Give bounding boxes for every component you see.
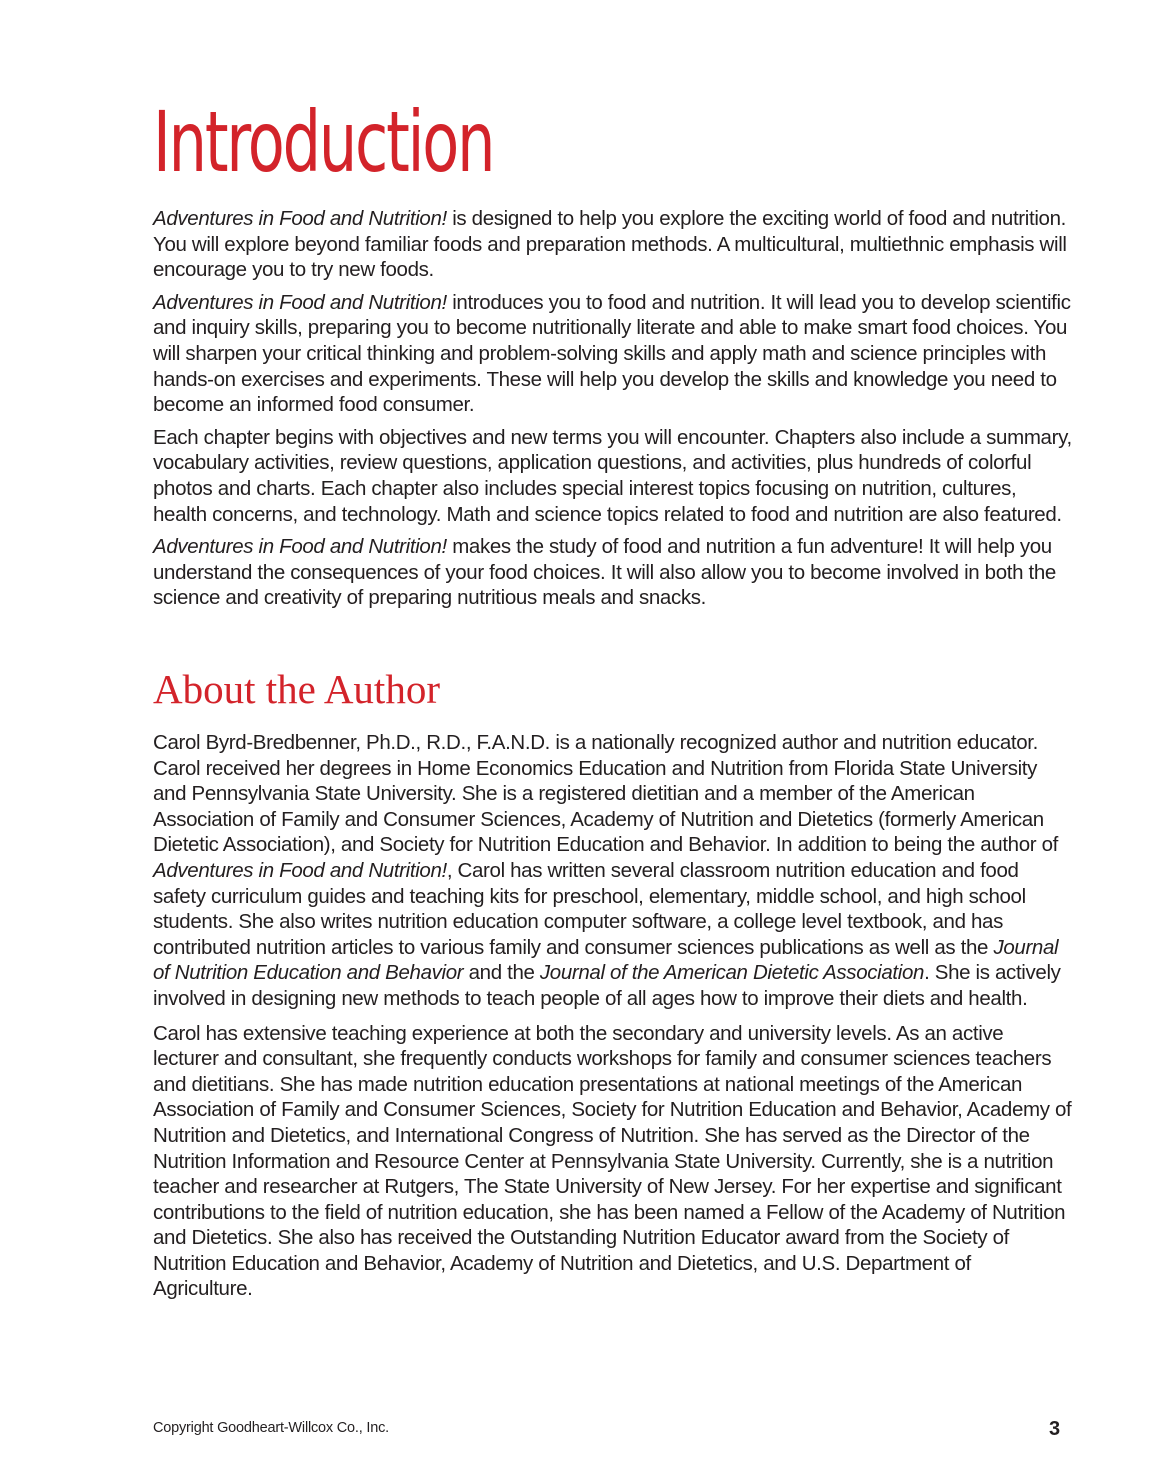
- paragraph-text: introduces you to food and nutrition. It will lead you to develop scientific and inquiry skills, preparing you to become nutritionally literate and able to make smart food choices. You will sharpen your critical thinking and problem-solving skills and apply math and science principles with hands-on exercises and experiments. These will help you develop the skills and knowledge you need to become an informed food consumer.: [153, 290, 1071, 417]
- paragraph-text: Carol Byrd-Bredbenner, Ph.D., R.D., F.A.N.D. is a nationally recognized author and nutrition educator. Carol received her degrees in Home Economics Education and Nutrition from Florida State University and Pennsylvania State University. She is a registered dietitian and a member of the American Association of Family and Consumer Sciences, Academy of Nutrition and Dietetics (formerly American Dietetic Association), and Society for Nutrition Education and Behavior. In addition to being the author of: [153, 731, 1058, 857]
- journal-title-italic: Journal of Nutrition Education and Behavior: [153, 935, 1059, 985]
- paragraph-text: , Carol has written several classroom nutrition education and food safety curriculum guides and teaching kits for preschool, elementary, middle school, and high school students. She also writes nutrition education computer software, a college level textbook, and has contributed nutrition articles to various family and consumer sciences publications as well as the: [153, 858, 1026, 959]
- book-title-italic: Adventures in Food and Nutrition!: [153, 858, 447, 882]
- paragraph-text: makes the study of food and nutrition a fun adventure! It will help you understand the consequences of your food choices. It will also allow you to become involved in both the science and creativity of preparing nutritious meals and snacks.: [153, 535, 1056, 610]
- introduction-section: [153, 206, 1073, 618]
- book-title-italic: Adventures in Food and Nutrition!: [153, 535, 447, 559]
- paragraph-text: . She is actively involved in designing new methods to teach people of all ages how to improve their diets and health.: [153, 961, 1061, 1010]
- book-title-italic: Adventures in Food and Nutrition!: [153, 207, 447, 230]
- book-title-italic: Adventures in Food and Nutrition!: [153, 290, 447, 314]
- journal-title-italic: Journal of the American Dietetic Association: [539, 961, 925, 985]
- intro-paragraph-4: [153, 534, 1073, 611]
- paragraph-text: and the: [463, 961, 540, 985]
- about-author-section: [153, 730, 1073, 1311]
- about-author-heading: About the Author: [153, 666, 440, 712]
- paragraph-text: Each chapter begins with objectives and new terms you will encounter. Chapters also include a summary, vocabulary activities, review questions, application questions, and activities, plus hundreds of colorful photos and charts. Each chapter also includes special interest topics focusing on nutrition, cultures, health concerns, and technology. Math and science topics related to food and nutrition are also featured.: [153, 425, 1072, 526]
- intro-paragraph-2: [153, 290, 1073, 418]
- intro-paragraph-3: [153, 425, 1073, 527]
- page-number: 3: [1049, 1418, 1061, 1440]
- author-paragraph-1: [153, 730, 1073, 1012]
- page-title: Introduction: [153, 93, 494, 191]
- copyright-notice: Copyright Goodheart-Willcox Co., Inc.: [153, 1420, 389, 1436]
- author-paragraph-2: Carol has extensive teaching experience at both the secondary and university levels. As an active lecturer and consultant, she frequently conducts workshops for family and consumer sciences teachers and dietitians. She has made nutrition education presentations at national meetings of the American Association of Family and Consumer Sciences, Society for Nutrition Education and Behavior, Academy of Nutrition and Dietetics, and International Congress of Nutrition. She has served as the Director of the Nutrition Information and Resource Center at Pennsylvania State University. Currently, she is a nutrition teacher and researcher at Rutgers, The State University of New Jersey. For her expertise and significant contributions to the field of nutrition education, she has been named a Fellow of the Academy of Nutrition and Dietetics. She also has received the Outstanding Nutrition Educator award from the Society of Nutrition Education and Behavior, Academy of Nutrition and Dietetics, and U.S. Department of Agriculture.: [153, 1021, 1072, 1301]
- intro-paragraph-1: [153, 206, 1073, 283]
- paragraph-text: is designed to help you explore the exciting world of food and nutrition. You will explore beyond familiar foods and preparation methods. A multicultural, multiethnic emphasis will encourage you to try new foods.: [153, 207, 1067, 282]
